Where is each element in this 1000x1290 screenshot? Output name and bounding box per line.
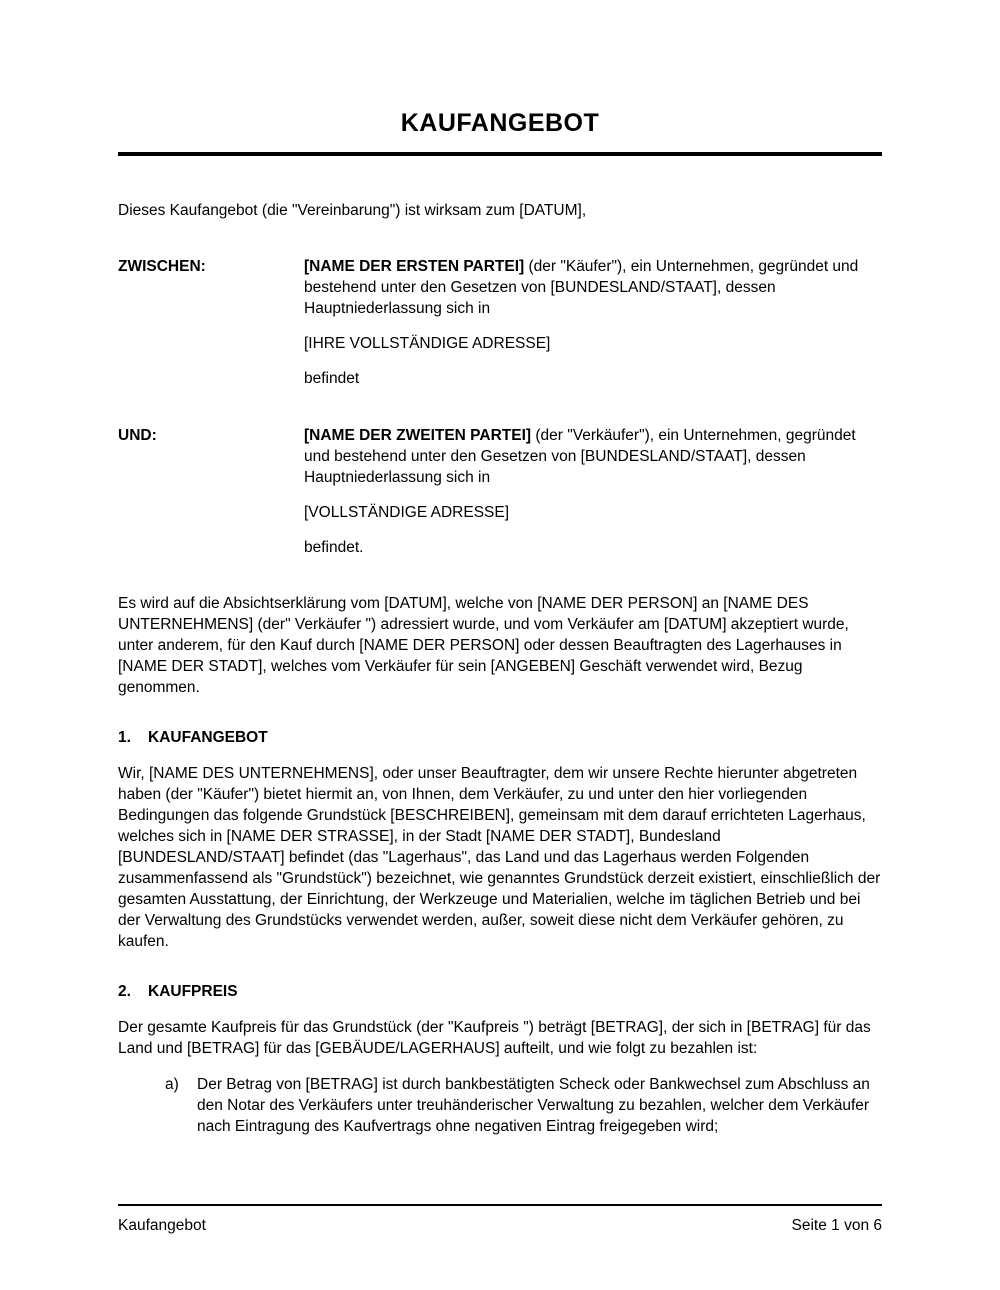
party-name: [NAME DER ZWEITEN PARTEI]	[304, 427, 532, 444]
party-row-buyer	[118, 256, 882, 389]
recital-paragraph: Es wird auf die Absichtserklärung vom [DATUM], welche von [NAME DER PERSON] an [NAME DES UNTERNEHMENS] (der" Verkäufer ") adressiert wurde, und vom Verkäufer am [DATUM] akzeptiert wurde, unter anderem, für den Kauf durch [NAME DER PERSON] oder dessen Beauftragten des Lagerhauses in [NAME DER STADT], welches vom Verkäufer für sein [ANGEBEN] Geschäft verwendet wird, Bezug genommen.	[118, 595, 849, 696]
section-heading-label: KAUFPREIS	[148, 983, 238, 1000]
party-label: UND:	[118, 427, 157, 444]
party-name: [NAME DER ERSTEN PARTEI]	[304, 258, 525, 275]
section-heading-label: KAUFANGEBOT	[148, 729, 268, 746]
party-address: [IHRE VOLLSTÄNDIGE ADRESSE]	[304, 335, 551, 352]
section-heading	[118, 727, 882, 748]
page-footer	[118, 1204, 882, 1236]
section-number: 2.	[118, 983, 131, 1000]
party-details	[304, 425, 882, 558]
document-title: KAUFANGEBOT	[400, 109, 600, 137]
parties-block	[118, 256, 882, 558]
section-number: 1.	[118, 729, 131, 746]
list-item-a	[165, 1074, 882, 1137]
title-rule	[118, 152, 882, 156]
party-details	[304, 256, 882, 389]
party-label: ZWISCHEN:	[118, 258, 206, 275]
party-description-text: (der "Verkäufer"), ein Unternehmen, gegründet und bestehend unter den Gesetzen von [BUNDESLAND/STAAT], dessen Hauptniederlassung sich in	[304, 427, 856, 486]
party-description	[304, 425, 882, 488]
party-address: [VOLLSTÄNDIGE ADRESSE]	[304, 504, 510, 521]
list-marker: a)	[165, 1076, 179, 1093]
party-description	[304, 256, 882, 319]
section-kaufangebot	[118, 727, 882, 952]
party-suffix: befindet	[304, 370, 360, 387]
section-body: Wir, [NAME DES UNTERNEHMENS], oder unser Beauftragter, dem wir unsere Rechte hierunter abgetreten haben (der "Käufer") bietet hiermit an, von Ihnen, dem Verkäufer, zu und unter den hier vorliegenden Bedingungen das folgende Grundstück [BESCHREIBEN], gemeinsam mit dem darauf errichteten Lagerhaus, welches sich in [NAME DER STRASSE], in der Stadt [NAME DER STADT], Bundesland [BUNDESLAND/STAAT] befindet (das "Lagerhaus", das Land und das Lagerhaus werden Folgenden zusammenfassend als "Grundstück") bezeichnet, wie genanntes Grundstück derzeit existiert, einschließlich der gesamten Ausstattung, der Einrichtung, der Werkzeuge und Materialien, welche im täglichen Betrieb und bei der Verwaltung des Grundstücks verwendet werden, außer, soweit diese nicht dem Verkäufer gehören, zu kaufen.	[118, 765, 881, 950]
document-content	[0, 108, 1000, 1137]
party-suffix: befindet.	[304, 539, 364, 556]
footer-page-number: Seite 1 von 6	[791, 1217, 882, 1234]
section-heading	[118, 981, 882, 1002]
party-row-seller	[118, 425, 882, 558]
list-text: Der Betrag von [BETRAG] ist durch bankbestätigten Scheck oder Bankwechsel zum Abschluss an den Notar des Verkäufers unter treuhänderischer Verwaltung zu bezahlen, welcher dem Verkäufer nach Eintragung des Kaufvertrags ohne negativen Eintrag freigegeben wird;	[197, 1076, 870, 1135]
intro-paragraph: Dieses Kaufangebot (die "Vereinbarung") ist wirksam zum [DATUM],	[118, 202, 587, 219]
section-body: Der gesamte Kaufpreis für das Grundstück (der "Kaufpreis ") beträgt [BETRAG], der sich in [BETRAG] für das Land und [BETRAG] für das [GEBÄUDE/LAGERHAUS] aufteilt, und wie folgt zu bezahlen ist:	[118, 1019, 871, 1057]
footer-document-name: Kaufangebot	[118, 1217, 206, 1234]
party-description-text: (der "Käufer"), ein Unternehmen, gegründet und bestehend unter den Gesetzen von [BUNDESLAND/STAAT], dessen Hauptniederlassung sich in	[304, 258, 859, 317]
section-kaufpreis	[118, 981, 882, 1137]
